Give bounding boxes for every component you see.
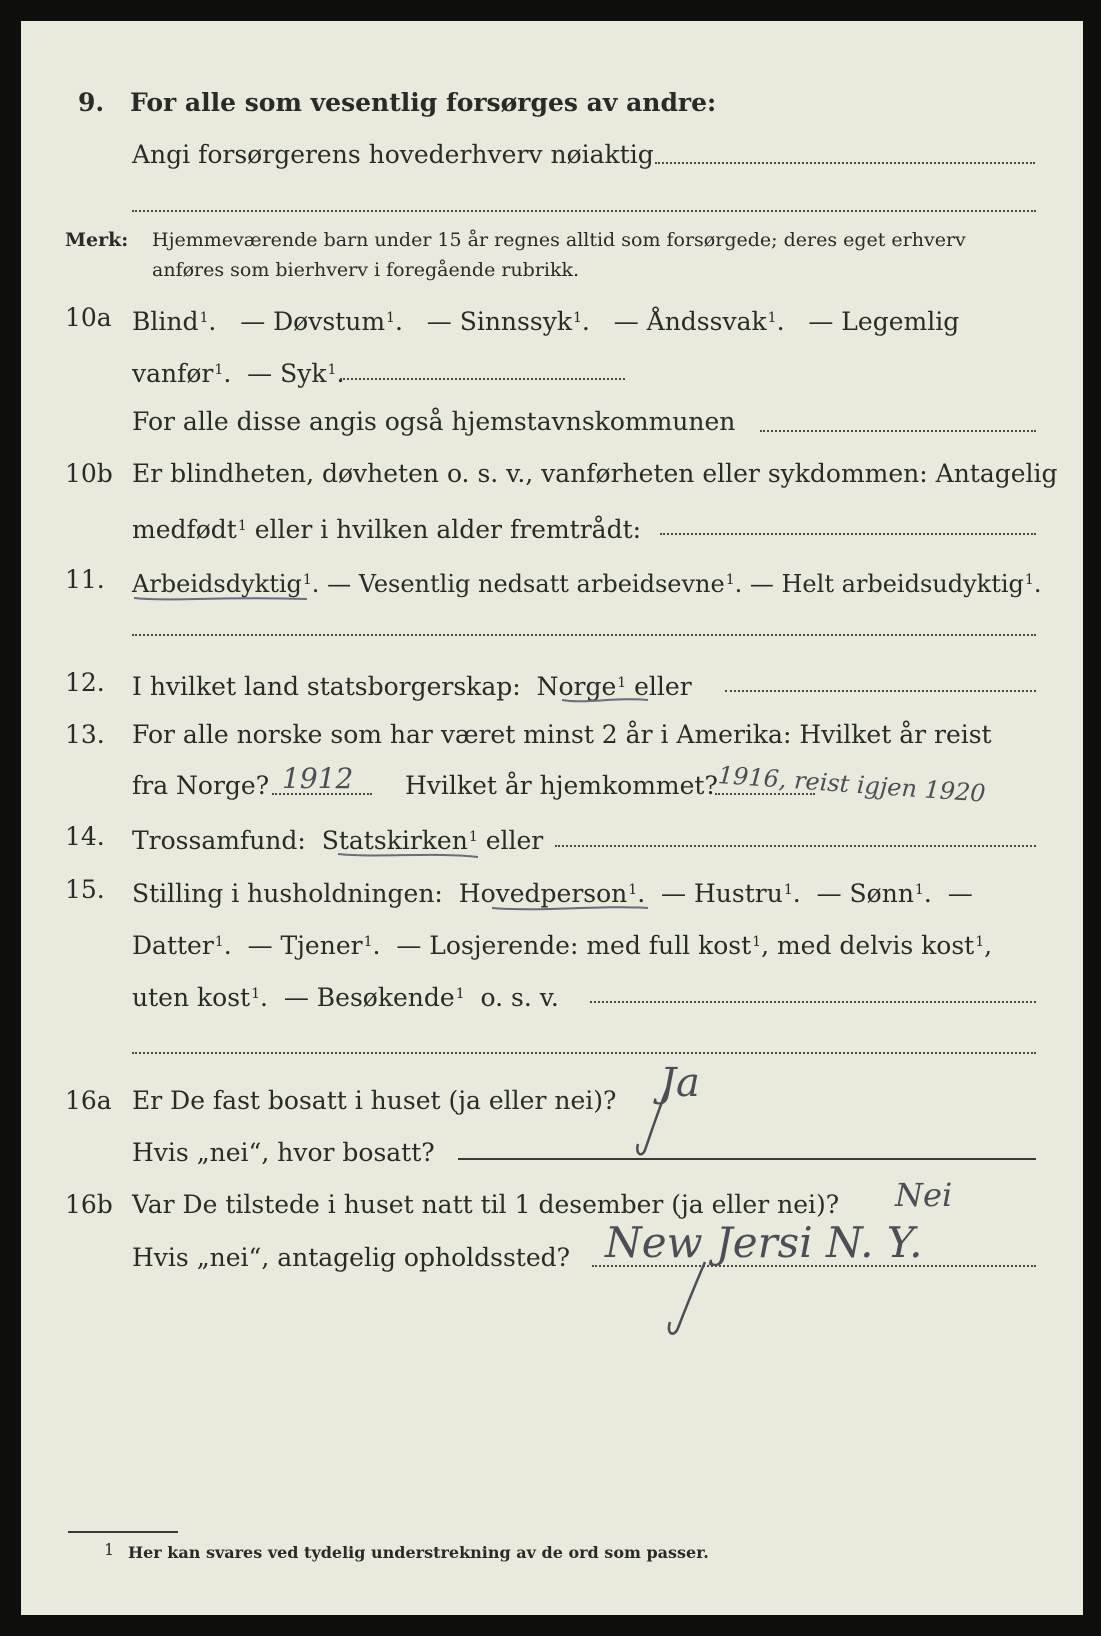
q13-fra-norge: fra Norge? [132,771,270,800]
q14-underline-mark [336,849,481,861]
q10a-line-3: For alle disse angis også hjemstavnskommunen [132,407,736,436]
q10a-blind: Blind [132,307,199,336]
q16b-handwritten-answer: Nei [895,1176,953,1214]
q12-number: 12. [65,668,105,697]
q16b-number: 16b [65,1190,113,1219]
q12-line: I hvilket land statsborgerskap: Norge$^1$ eller [132,672,692,701]
q10a-syk-line [340,378,625,380]
footnote-rule [68,1531,178,1533]
q10b-answer-line [660,533,1036,535]
q13-home-handwritten: 1916, reist igjen 1920 [717,761,987,808]
q15-line-1: Stilling i husholdningen: Hovedperson$^1$. — Hustru$^1$. — Sønn$^1$. — [132,879,973,908]
q15-underline-mark [490,902,650,914]
q9-title: For alle som vesentlig forsørges av andre: [130,88,717,117]
q15-hovedperson: Hovedperson [458,879,628,908]
q10a-line-1: Blind$^1$. — Døvstum$^1$. — Sinnssyk$^1$. — Åndssvak$^1$. — Legemlig [132,307,960,336]
q14-line: Trossamfund: Statskirken$^1$ eller [132,826,544,855]
q10a-hjemstavn-line [760,430,1036,432]
q11-number: 11. [65,565,105,594]
merk-label: Merk: [65,229,129,251]
q13-year-handwritten: 1912 [282,762,354,795]
q11-underline-mark [132,592,312,604]
q15-line-3: uten kost$^1$. — Besøkende$^1$ o. s. v. [132,983,559,1012]
q10a-andssvak: — Åndssvak [613,307,767,336]
q13-line-1: For alle norske som har været minst 2 år i Amerika: Hvilket år reist [132,720,992,749]
q14-answer-line [555,845,1036,847]
merk-line-1: Hjemmeværende barn under 15 år regnes alltid som forsørgede; deres eget erhverv [152,229,966,251]
footnote-mark: 1 [104,1540,115,1559]
q9-instruction: Angi forsørgerens hovederhverv nøiaktig [132,140,654,169]
q13-number: 13. [65,720,105,749]
q16a-line-1: Er De fast bosatt i huset (ja eller nei)? [132,1086,617,1115]
q10b-line-2: medfødt$^1$ eller i hvilken alder fremtrådt: [132,515,642,544]
q10a-line-2: vanfør$^1$. — Syk$^1$. [132,359,345,388]
q11-answer-line [132,634,1036,636]
q9-answer-line [655,162,1035,164]
q16a-handwritten-answer: Ja [660,1060,700,1106]
q12-underline-mark [560,694,650,706]
q16a-line-2: Hvis „nei“, hvor bosatt? [132,1138,435,1167]
q16b-line-2: Hvis „nei“, antagelig opholdssted? [132,1243,571,1272]
q10a-sinnssyk: — Sinnssyk [426,307,572,336]
q14-statskirken: Statskirken [321,826,468,855]
merk-line-2: anføres som bierhverv i foregående rubrikk. [152,259,580,281]
q10b-line-1: Er blindheten, døvheten o. s. v., vanførheten eller sykdommen: Antagelig [132,459,1058,488]
q16a-handwritten-stroke [630,1080,690,1160]
q13-hjemkommet: Hvilket år hjemkommet? [405,771,718,800]
q16a-answer-line [458,1158,1036,1160]
q10a-number: 10a [65,303,112,332]
q16b-handwritten-place: New Jersi N. Y. [605,1218,923,1267]
q16b-line-1: Var De tilstede i huset natt til 1 desember (ja eller nei)? [132,1190,840,1219]
q9-answer-line-2 [132,210,1036,212]
q10a-dovstum: — Døvstum [240,307,386,336]
q11-arbeidsdyktig: Arbeidsdyktig [132,570,302,598]
q10b-number: 10b [65,459,113,488]
q12-answer-line [725,690,1036,692]
q15-answer-line-2 [132,1052,1036,1054]
q10a-legemlig: — Legemlig [808,307,960,336]
q15-number: 15. [65,875,105,904]
q16b-handwritten-stroke [660,1260,720,1340]
q9-number: 9. [78,88,105,117]
q15-line-2: Datter$^1$. — Tjener$^1$. — Losjerende: med full kost$^1$, med delvis kost$^1$, [132,931,993,960]
q11-line: Arbeidsdyktig$^1$. — Vesentlig nedsatt arbeidsevne$^1$. — Helt arbeidsudyktig$^1$. [132,570,1042,598]
q15-answer-line [590,1001,1036,1003]
q14-number: 14. [65,822,105,851]
footnote-text: Her kan svares ved tydelig understrekning av de ord som passer. [128,1543,709,1562]
q16a-number: 16a [65,1086,112,1115]
q12-norge: Norge [536,672,617,701]
